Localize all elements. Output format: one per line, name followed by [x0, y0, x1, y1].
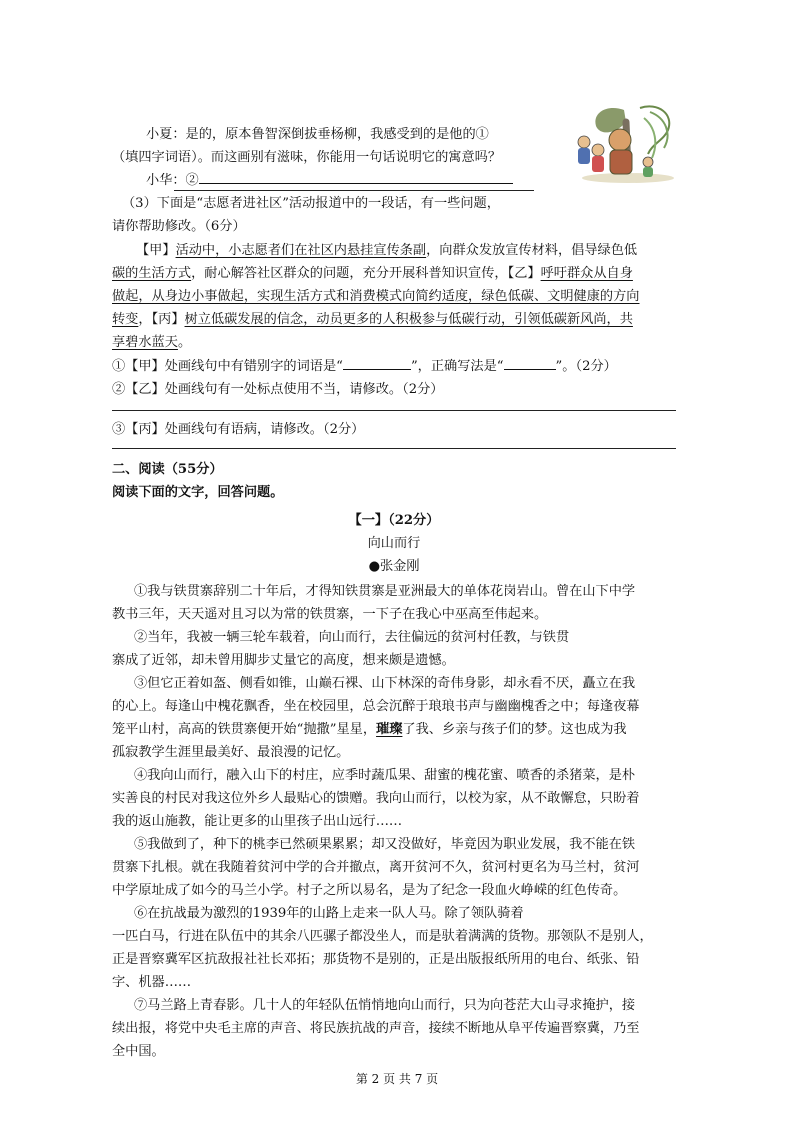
report-text: ，: [138, 312, 152, 327]
underline-yi: 呼吁群众从自身: [540, 266, 633, 281]
article-text: 了我、乡亲与孩子们的梦。这也成为我: [402, 722, 627, 737]
article-p7-2: 续出报，将党中央毛主席的声音、将民族抗战的声音，接续不断地从阜平传遍晋察冀，乃至: [112, 1021, 640, 1036]
article-p5-3: 中学原址成了如今的马兰小学。村子之所以易名，是为了纪念一段血火峥嵘的红色传奇。: [112, 883, 627, 898]
report-line-5: [112, 331, 191, 354]
article-p2-2: 寨成了近邻，却未曾用脚步丈量它的高度，想来颇是遗憾。: [112, 653, 455, 668]
question-text: ①【甲】处画线句中有错别字的词语是“: [112, 359, 343, 374]
underline-jia: 活动中，小志愿者们在社区内悬挂宣传条副: [175, 243, 427, 258]
article-p1-2: 教书三年，天天遥对且习以为常的铁贯寨，一下子在我心中巫高至伟起来。: [112, 607, 548, 622]
question-text: ”。（2分）: [555, 359, 617, 374]
report-text: ，耐心解答社区群众的问题，充分开展科普知识宣传，: [191, 266, 508, 281]
answer-blank-2[interactable]: [199, 169, 513, 184]
dialog-line-2: （填四字词语）。而这画别有滋味，你能用一句话说明它的寓意吗？: [112, 150, 502, 165]
keyword-cuican: 璀璨: [376, 722, 403, 737]
label-jia: 【甲】: [136, 243, 176, 258]
report-line-4: [112, 308, 633, 331]
question-3-2: ②【乙】处画线句有一处标点使用不当，请修改。（2分）: [112, 382, 444, 397]
answer-line-q3: [112, 448, 676, 449]
reading-instruction: 阅读下面的文字，回答问题。: [112, 485, 284, 500]
question-3-1: [112, 355, 617, 378]
underline-yi-end: 转变: [112, 312, 139, 327]
article-p3-3: [112, 718, 627, 741]
answer-blank-correct[interactable]: [504, 355, 556, 370]
section-heading: 二、阅读（55分）: [112, 462, 223, 477]
article-p3-1: ③但它正着如盔、侧看如锥，山巅石裸、山下林深的奇伟身影，却永看不厌，矗立在我: [134, 676, 636, 691]
dialog-line-3: [146, 169, 513, 192]
article-p5-2: 贯寨下扎根。就在我随着贫河中学的合并撤点，离开贫河不久，贫河村更名为马兰村，贫河: [112, 860, 640, 875]
article-p4-2: 实善良的村民对我这位外乡人最贴心的馈赠。我向山而行，以校为家，从不敢懈怠，只盼着: [112, 791, 640, 806]
underline-bing-end: 享碧水蓝天: [112, 335, 178, 350]
cartoon-illustration: [568, 100, 678, 184]
underline-jia-end: 碳的生活方式: [112, 266, 192, 281]
article-title: 向山而行: [367, 536, 421, 551]
underline-bing: 树立低碳发展的信念，动员更多的人积极参与低碳行动，引领低碳新风尚，共: [184, 312, 633, 327]
report-line-2: [112, 262, 633, 285]
article-p7-3: 全中国。: [112, 1044, 165, 1059]
page-number: 第 2 页 共 7 页: [355, 1072, 439, 1086]
article-p6-3: 正是晋察冀军区抗敌报社社长邓拓；那货物不是别的，正是出版报纸所用的电台、纸张、铅: [112, 952, 640, 967]
question-text: ”，正确写法是“: [410, 359, 504, 374]
question-3-intro: （3）下面是“志愿者进社区”活动报道中的一段话，有一些问题，: [122, 196, 500, 211]
article-p4-3: 我的返山施教，能让更多的山里孩子出山远行……: [112, 814, 403, 829]
article-p2-1: ②当年，我被一辆三轮车载着，向山而行，去往偏远的贫河村任教，与铁贯: [134, 630, 570, 645]
answer-line-q2: [112, 410, 676, 411]
label-bing: 【丙】: [151, 312, 185, 327]
article-p6-2: 一匹白马，行进在队伍中的其余八匹骡子都没坐人，而是驮着满满的货物。那领队不是别人，: [112, 929, 653, 944]
article-p6-4: 字、机器……: [112, 975, 192, 990]
dialog-line-3-label: 小华：②: [146, 173, 199, 188]
article-p5-1: ⑤我做到了，种下的桃李已然硕果累累；却又没做好，毕竟因为职业发展，我不能在铁: [134, 837, 636, 852]
label-yi: 【乙】: [507, 266, 541, 281]
article-p7-1: ⑦马兰路上青春影。几十人的年轻队伍悄悄地向山而行，只为向苍茫大山寻求掩护，接: [134, 998, 636, 1013]
article-text: 笼平山村，高高的铁贯寨便开始“抛撒”星星，: [112, 722, 377, 737]
article-p4-1: ④我向山而行，融入山下的村庄，应季时蔬瓜果、甜蜜的槐花蜜、喷香的杀猪菜，是朴: [134, 768, 636, 783]
article-p3-4: 孤寂教学生涯里最美好、最浪漫的记忆。: [112, 745, 350, 760]
article-p3-2: 的心上。每逢山中槐花飘香，坐在校园里，总会沉醉于琅琅书声与幽幽槐香之中；每逢夜幕: [112, 699, 640, 714]
answer-line-2: [174, 190, 534, 191]
report-text: 。: [177, 335, 192, 350]
part-heading: 【一】（22分）: [348, 513, 440, 528]
article-p6-1: ⑥在抗战最为激烈的1939年的山路上走来一队人马。除了领队骑着: [134, 906, 524, 921]
question-3-instruction: 请你帮助修改。（6分）: [112, 219, 246, 234]
report-line-3: 做起，从身边小事做起，实现生活方式和消费模式向简约适度，绿色低碳、文明健康的方向: [112, 289, 640, 304]
question-3-3: ③【丙】处画线句有语病，请修改。（2分）: [112, 422, 365, 437]
article-p1-1: ①我与铁贯寨辞别二十年后，才得知铁贯寨是亚洲最大的单体花岗岩山。曾在山下中学: [134, 584, 636, 599]
article-author: ●张金刚: [368, 559, 420, 574]
answer-blank-wrong[interactable]: [343, 355, 411, 370]
report-text: ，向群众发放宣传材料，倡导绿色低: [426, 243, 638, 258]
dialog-line-1: 小夏：是的，原本鲁智深倒拔垂杨柳，我感受到的是他的①: [146, 127, 489, 142]
report-line-1: [136, 239, 637, 262]
